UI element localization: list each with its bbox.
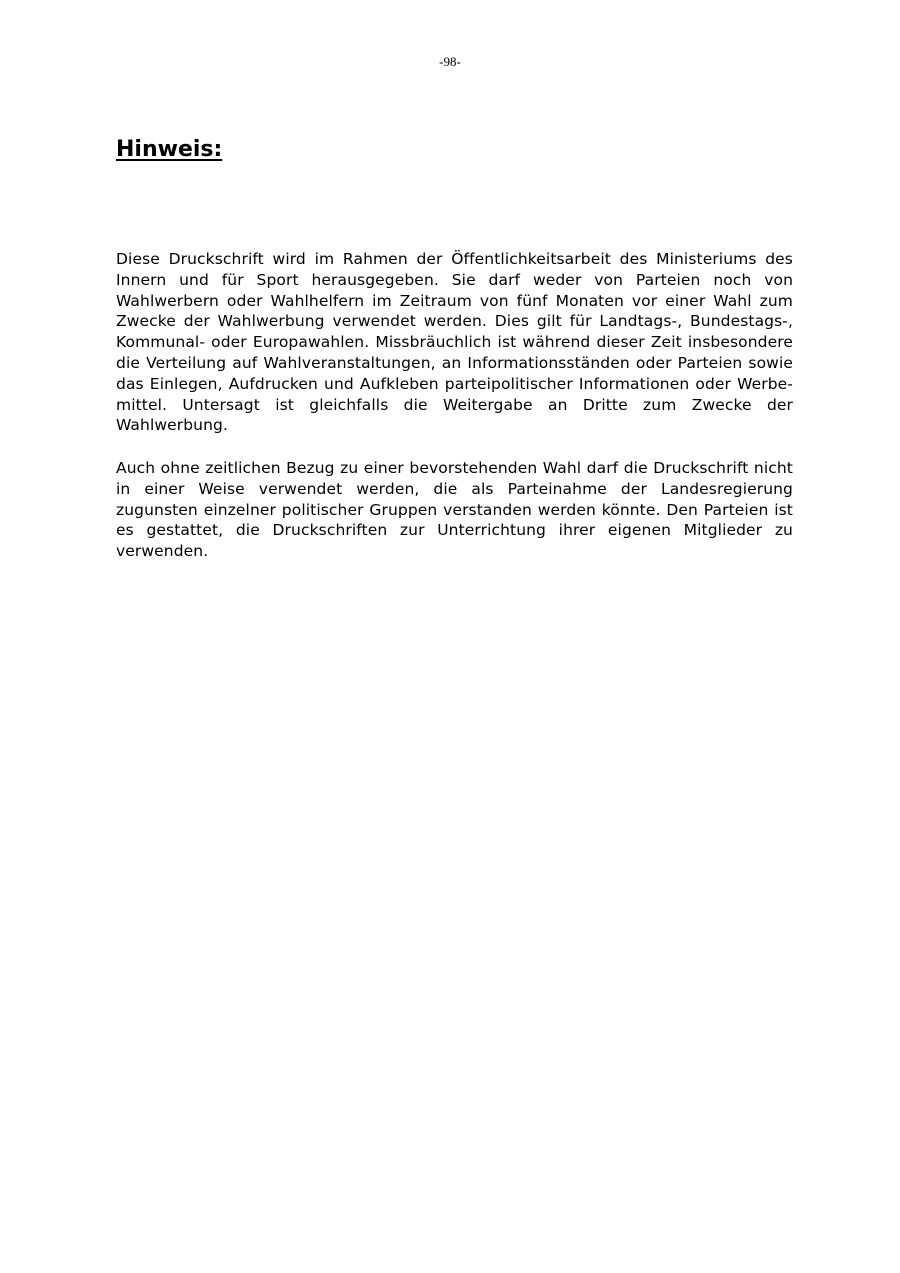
page-number: -98- <box>439 54 461 69</box>
notice-paragraph: Auch ohne zeitlichen Bezug zu einer bevorstehenden Wahl darf die Druckschrift nicht in einer Weise verwendet werden, die als Parteinahme der Landesregierung zugunsten einzelner politischer Gruppen verstanden werden könnte. Den Parteien ist es gestattet, die Druckschriften zur Unterrichtung ihrer eigenen Mitglieder zu verwenden. <box>116 459 793 561</box>
notice-heading: Hinweis: <box>116 137 223 162</box>
notice-paragraph: Diese Druckschrift wird im Rahmen der Öffentlichkeitsarbeit des Ministeriums des Innern und für Sport herausgegeben. Sie darf weder von Parteien noch von Wahlwerbern oder Wahlhelfern im Zeitraum von fünf Monaten vor einer Wahl zum Zwecke der Wahlwerbung verwendet werden. Dies gilt für Landtags-, Bundestags-, Kommunal- oder Europawahlen. Missbräuchlich ist während dieser Zeit insbesondere die Verteilung auf Wahlveranstaltungen, an Informationsständen oder Parteien sowie das Einlegen, Aufdrucken und Aufkleben parteipolitischer Informationen oder Werbe-mittel. Untersagt ist gleichfalls die Weitergabe an Dritte zum Zwecke der Wahlwerbung. <box>116 250 793 435</box>
